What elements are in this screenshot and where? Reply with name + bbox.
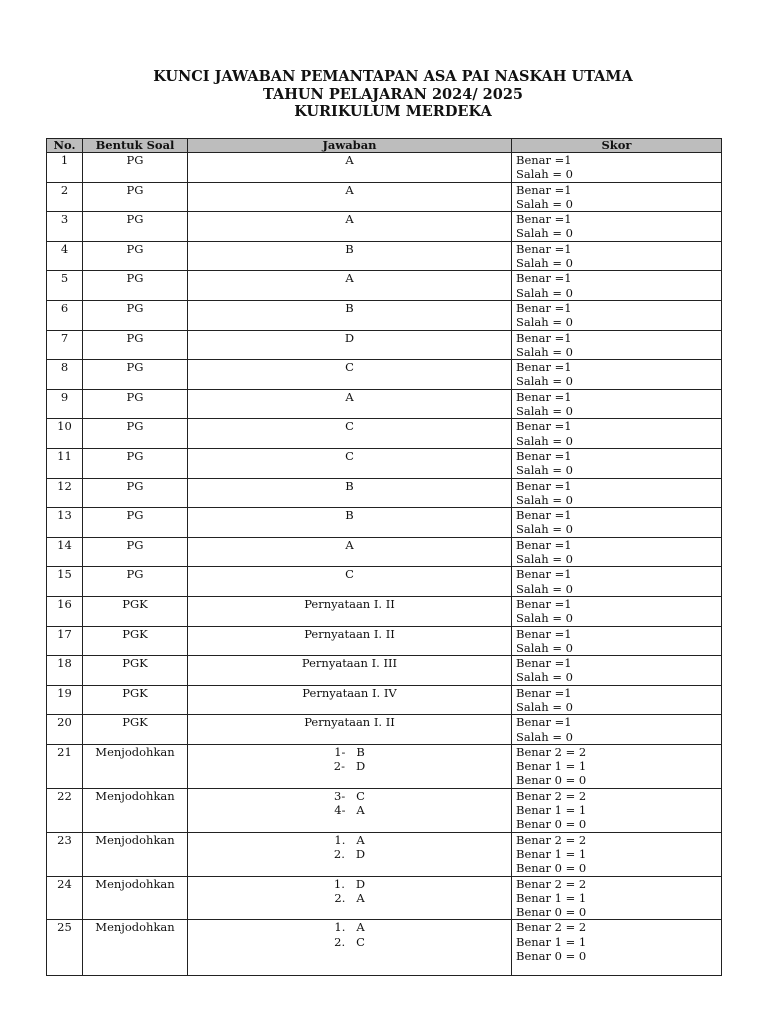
table-row [47, 744, 722, 788]
cell-bentuk-soal: PG [83, 478, 188, 508]
table-row [47, 508, 722, 538]
answer-line: A [345, 182, 354, 197]
cell-jawaban [188, 832, 512, 876]
score-line: Benar 2 = 2 [516, 744, 587, 759]
cell-skor [512, 448, 722, 478]
score-line: Benar 2 = 2 [516, 876, 587, 891]
cell-jawaban [188, 715, 512, 745]
cell-no: 22 [47, 788, 83, 832]
document-title [0, 68, 768, 121]
cell-no: 12 [47, 478, 83, 508]
answer-line: 3- C [334, 788, 365, 803]
cell-bentuk-soal: PG [83, 419, 188, 449]
table-row [47, 626, 722, 656]
answer-line: D [344, 330, 355, 345]
score-line: Benar =1 [516, 330, 572, 345]
table-row [47, 241, 722, 271]
cell-bentuk-soal: PG [83, 241, 188, 271]
cell-bentuk-soal: PG [83, 300, 188, 330]
score-line: Salah = 0 [516, 463, 573, 478]
score-line: Benar =1 [516, 212, 572, 227]
answer-line: 2. D [333, 846, 366, 861]
cell-bentuk-soal: PG [83, 567, 188, 597]
answer-line: C [345, 419, 354, 434]
cell-bentuk-soal: PG [83, 212, 188, 242]
cell-no: 23 [47, 832, 83, 876]
score-line: Benar =1 [516, 241, 572, 256]
answer-line: Pernyataan I. III [301, 656, 398, 671]
score-line: Benar =1 [516, 715, 572, 730]
score-line: Salah = 0 [516, 196, 573, 211]
cell-jawaban [188, 153, 512, 183]
cell-no: 13 [47, 508, 83, 538]
score-line: Benar 1 = 1 [516, 846, 587, 861]
cell-jawaban [188, 685, 512, 715]
cell-jawaban [188, 537, 512, 567]
cell-jawaban [188, 567, 512, 597]
score-line: Benar 1 = 1 [516, 890, 587, 905]
answer-line: B [345, 300, 354, 315]
cell-skor [512, 419, 722, 449]
cell-no: 14 [47, 537, 83, 567]
cell-jawaban [188, 744, 512, 788]
score-line: Salah = 0 [516, 344, 573, 359]
cell-bentuk-soal: PGK [83, 596, 188, 626]
cell-bentuk-soal: PGK [83, 685, 188, 715]
cell-bentuk-soal: PG [83, 182, 188, 212]
cell-skor [512, 241, 722, 271]
cell-no: 2 [47, 182, 83, 212]
answer-line: A [345, 153, 354, 167]
table-row [47, 596, 722, 626]
table-row [47, 656, 722, 686]
score-line: Salah = 0 [516, 433, 573, 448]
score-line: Salah = 0 [516, 552, 573, 567]
score-line: Salah = 0 [516, 374, 573, 389]
score-line: Salah = 0 [516, 315, 573, 330]
score-line: Benar =1 [516, 478, 572, 493]
score-line: Benar 1 = 1 [516, 759, 587, 774]
table-row [47, 389, 722, 419]
cell-skor [512, 300, 722, 330]
cell-bentuk-soal: PGK [83, 715, 188, 745]
score-line: Benar =1 [516, 389, 572, 404]
cell-skor [512, 685, 722, 715]
title-line-1: KUNCI JAWABAN PEMANTAPAN ASA PAI NASKAH UTAMA [153, 68, 633, 85]
answer-line: A [345, 537, 354, 552]
answer-line: 1- B [334, 744, 365, 759]
header-skor: Skor [512, 139, 722, 153]
score-line: Benar =1 [516, 360, 572, 375]
answer-line: 4- A [334, 803, 365, 818]
cell-no: 19 [47, 685, 83, 715]
table-row [47, 271, 722, 301]
table-row [47, 876, 722, 920]
table-row [47, 182, 722, 212]
table-row [47, 478, 722, 508]
cell-bentuk-soal: PG [83, 360, 188, 390]
score-line: Benar =1 [516, 182, 572, 197]
table-header-row [47, 139, 722, 153]
cell-bentuk-soal: Menjodohkan [83, 920, 188, 976]
cell-no: 25 [47, 920, 83, 976]
score-line: Benar 1 = 1 [516, 934, 587, 949]
score-line: Salah = 0 [516, 699, 573, 714]
cell-skor [512, 389, 722, 419]
score-line: Benar =1 [516, 596, 572, 611]
answer-line: C [345, 360, 354, 375]
score-line: Salah = 0 [516, 226, 573, 241]
cell-no: 20 [47, 715, 83, 745]
cell-jawaban [188, 419, 512, 449]
cell-jawaban [188, 478, 512, 508]
cell-jawaban [188, 920, 512, 976]
score-line: Benar =1 [516, 626, 572, 641]
score-line: Benar 0 = 0 [516, 861, 587, 876]
answer-line: 2. A [334, 890, 365, 905]
score-line: Benar 0 = 0 [516, 773, 587, 788]
cell-skor [512, 567, 722, 597]
cell-bentuk-soal: PG [83, 537, 188, 567]
score-line: Salah = 0 [516, 611, 573, 626]
cell-bentuk-soal: PG [83, 330, 188, 360]
header-jawaban: Jawaban [188, 139, 512, 153]
cell-jawaban [188, 212, 512, 242]
score-line: Salah = 0 [516, 729, 573, 744]
cell-bentuk-soal: Menjodohkan [83, 832, 188, 876]
score-line: Benar =1 [516, 567, 572, 582]
cell-jawaban [188, 596, 512, 626]
cell-jawaban [188, 876, 512, 920]
answer-line: Pernyataan I. IV [302, 685, 397, 700]
cell-jawaban [188, 656, 512, 686]
score-line: Benar =1 [516, 537, 572, 552]
cell-skor [512, 478, 722, 508]
score-line: Benar =1 [516, 656, 572, 671]
answer-line: 1. D [333, 876, 366, 891]
table-row [47, 537, 722, 567]
table-row [47, 300, 722, 330]
score-line: Salah = 0 [516, 522, 573, 537]
title-line-3: KURIKULUM MERDEKA [294, 103, 492, 120]
answer-line: 1. A [334, 832, 365, 847]
cell-bentuk-soal: Menjodohkan [83, 788, 188, 832]
score-line: Benar 2 = 2 [516, 832, 587, 847]
cell-bentuk-soal: PG [83, 508, 188, 538]
score-line: Salah = 0 [516, 581, 573, 596]
cell-no: 17 [47, 626, 83, 656]
table-row [47, 920, 722, 976]
score-line: Salah = 0 [516, 670, 573, 685]
cell-jawaban [188, 448, 512, 478]
cell-skor [512, 744, 722, 788]
cell-bentuk-soal: PG [83, 389, 188, 419]
cell-skor [512, 508, 722, 538]
score-line: Benar =1 [516, 508, 572, 523]
score-line: Salah = 0 [516, 404, 573, 419]
answer-line: B [345, 241, 354, 256]
cell-bentuk-soal: Menjodohkan [83, 744, 188, 788]
cell-no: 10 [47, 419, 83, 449]
cell-jawaban [188, 330, 512, 360]
cell-skor [512, 656, 722, 686]
cell-no: 16 [47, 596, 83, 626]
cell-jawaban [188, 271, 512, 301]
cell-no: 8 [47, 360, 83, 390]
answer-line: Pernyataan I. II [304, 626, 395, 641]
cell-no: 18 [47, 656, 83, 686]
table-row [47, 330, 722, 360]
cell-skor [512, 153, 722, 183]
score-line: Benar =1 [516, 153, 572, 167]
cell-skor [512, 537, 722, 567]
cell-skor [512, 626, 722, 656]
score-line: Benar =1 [516, 685, 572, 700]
cell-skor [512, 182, 722, 212]
answer-line: A [345, 389, 354, 404]
cell-skor [512, 596, 722, 626]
cell-no: 15 [47, 567, 83, 597]
score-line: Benar 1 = 1 [516, 803, 587, 818]
cell-no: 11 [47, 448, 83, 478]
cell-skor [512, 832, 722, 876]
answer-line: Pernyataan I. II [304, 596, 395, 611]
table-row [47, 567, 722, 597]
header-bentuk-soal: Bentuk Soal [83, 139, 188, 153]
answer-line: C [345, 448, 354, 463]
cell-jawaban [188, 389, 512, 419]
score-line: Salah = 0 [516, 492, 573, 507]
score-line: Benar 0 = 0 [516, 905, 587, 920]
cell-no: 3 [47, 212, 83, 242]
table-row [47, 832, 722, 876]
cell-no: 24 [47, 876, 83, 920]
table-row [47, 685, 722, 715]
answer-line: C [345, 567, 354, 582]
answer-line: A [345, 271, 354, 286]
cell-no: 21 [47, 744, 83, 788]
score-line: Benar =1 [516, 271, 572, 286]
cell-bentuk-soal: PGK [83, 626, 188, 656]
cell-bentuk-soal: PGK [83, 656, 188, 686]
cell-jawaban [188, 300, 512, 330]
score-line: Benar =1 [516, 448, 572, 463]
score-line: Salah = 0 [516, 285, 573, 300]
score-line: Benar =1 [516, 300, 572, 315]
score-line: Benar 2 = 2 [516, 920, 587, 935]
score-line: Salah = 0 [516, 256, 573, 271]
cell-jawaban [188, 788, 512, 832]
table-row [47, 212, 722, 242]
score-line: Benar 0 = 0 [516, 949, 587, 964]
cell-no: 4 [47, 241, 83, 271]
title-line-2: TAHUN PELAJARAN 2024/ 2025 [262, 85, 524, 103]
cell-skor [512, 920, 722, 976]
cell-bentuk-soal: PG [83, 448, 188, 478]
cell-jawaban [188, 626, 512, 656]
cell-skor [512, 212, 722, 242]
header-no: No. [47, 139, 83, 153]
cell-skor [512, 715, 722, 745]
cell-bentuk-soal: PG [83, 271, 188, 301]
cell-no: 6 [47, 300, 83, 330]
answer-line: A [345, 212, 354, 227]
cell-skor [512, 876, 722, 920]
table-row [47, 360, 722, 390]
score-line: Salah = 0 [516, 167, 573, 182]
answer-line: B [345, 478, 354, 493]
cell-no: 5 [47, 271, 83, 301]
cell-bentuk-soal: Menjodohkan [83, 876, 188, 920]
score-line: Salah = 0 [516, 640, 573, 655]
table-row [47, 448, 722, 478]
cell-no: 1 [47, 153, 83, 183]
cell-skor [512, 271, 722, 301]
table-row [47, 788, 722, 832]
table-row [47, 715, 722, 745]
answer-line: 2- D [333, 759, 366, 774]
score-line: Benar 0 = 0 [516, 817, 587, 832]
cell-no: 7 [47, 330, 83, 360]
score-line: Benar 2 = 2 [516, 788, 587, 803]
cell-no: 9 [47, 389, 83, 419]
cell-jawaban [188, 508, 512, 538]
table-body [47, 153, 722, 976]
cell-skor [512, 330, 722, 360]
score-line: Benar =1 [516, 419, 572, 434]
cell-skor [512, 360, 722, 390]
answer-line: 2. C [334, 934, 365, 949]
answer-line: Pernyataan I. II [304, 715, 395, 730]
cell-jawaban [188, 360, 512, 390]
cell-jawaban [188, 182, 512, 212]
cell-skor [512, 788, 722, 832]
table-row [47, 153, 722, 183]
answer-line: B [345, 508, 354, 523]
answer-key-table [46, 138, 722, 976]
cell-jawaban [188, 241, 512, 271]
answer-line: 1. A [334, 920, 365, 935]
table-row [47, 419, 722, 449]
cell-bentuk-soal: PG [83, 153, 188, 183]
